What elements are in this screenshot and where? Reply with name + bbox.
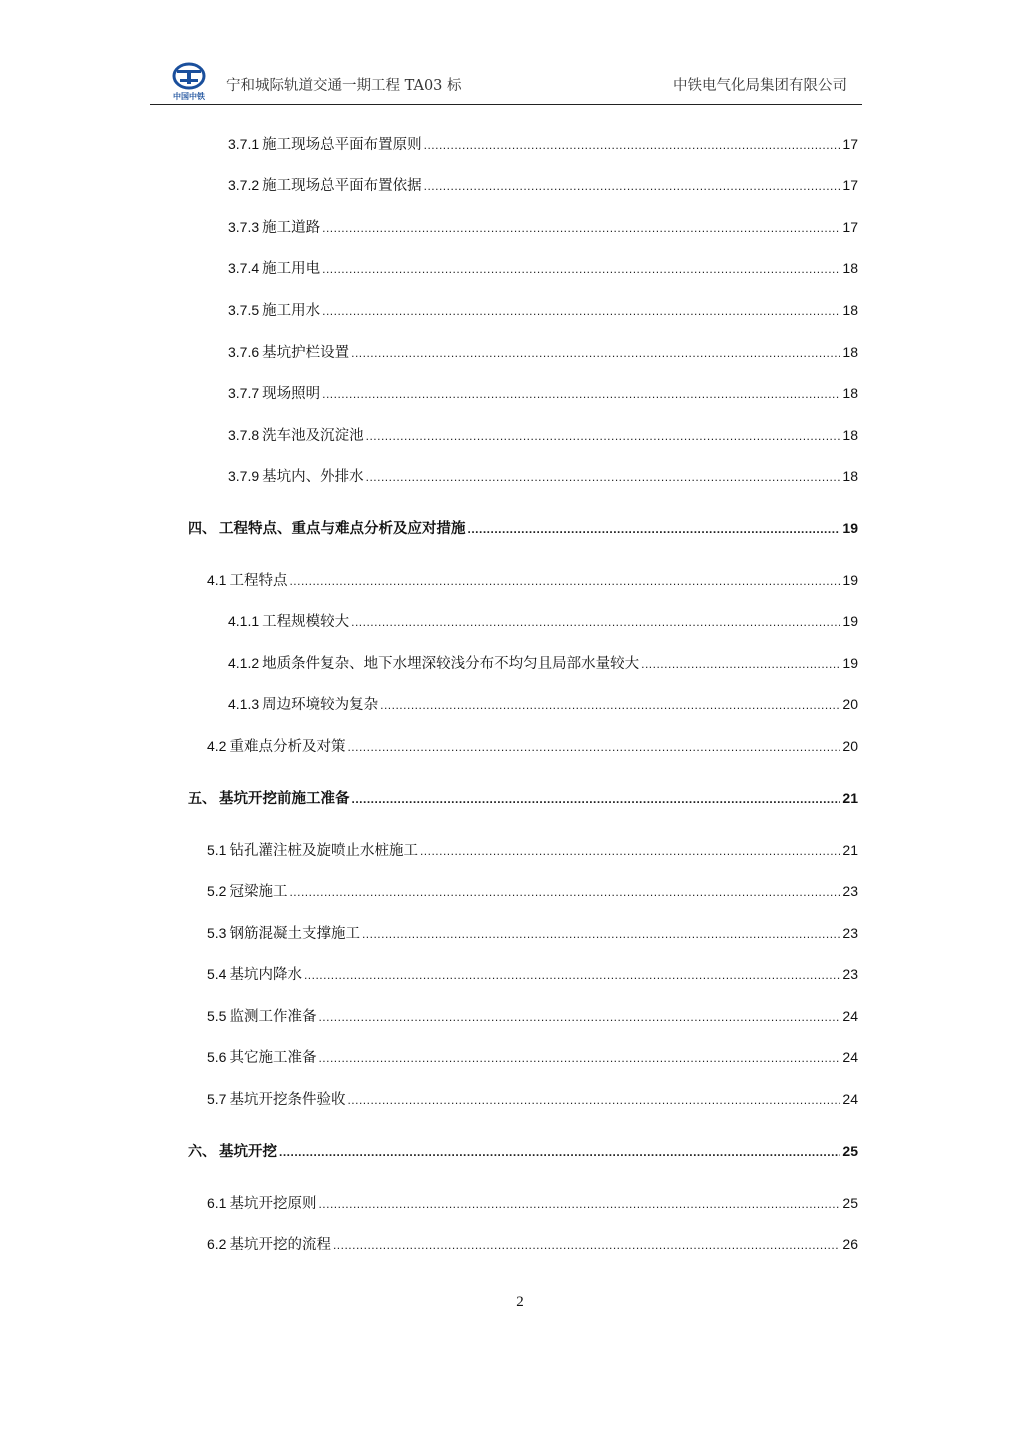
toc-entry-title: 施工道路 xyxy=(262,220,321,236)
toc-entry-number: 5.1 xyxy=(207,842,227,858)
toc-entry-number: 5.2 xyxy=(207,883,227,899)
toc-entry-page: 19 xyxy=(842,572,858,588)
toc-dot-leader xyxy=(352,792,841,806)
toc-entry-number: 3.7.3 xyxy=(228,219,260,235)
toc-entry-title: 施工用电 xyxy=(262,261,321,277)
toc-entry[interactable] xyxy=(188,517,858,539)
toc-dot-leader xyxy=(322,221,840,235)
toc-dot-leader xyxy=(322,262,840,276)
toc-entry-number: 4.2 xyxy=(207,738,227,754)
toc-entry-number: 四、 xyxy=(188,520,216,536)
toc-entry-number: 5.7 xyxy=(207,1091,227,1107)
toc-entry-page: 24 xyxy=(842,1049,858,1065)
toc-entry-title: 钢筋混凝土支撑施工 xyxy=(229,926,360,942)
toc-entry-page: 25 xyxy=(842,1143,858,1159)
toc-entry[interactable] xyxy=(228,693,858,715)
toc-entry[interactable] xyxy=(228,257,858,279)
toc-entry-number: 4.1.3 xyxy=(228,696,260,712)
toc-entry-page: 20 xyxy=(842,738,858,754)
header-company-name: 中铁电气化局集团有限公司 xyxy=(673,78,847,94)
toc-entry-number: 4.1.1 xyxy=(228,613,260,629)
toc-dot-leader xyxy=(318,1197,840,1211)
toc-entry[interactable] xyxy=(228,610,858,632)
toc-entry-title: 周边环境较为复杂 xyxy=(262,697,379,713)
toc-dot-leader xyxy=(347,1093,840,1107)
toc-entry-title: 工程特点、重点与难点分析及应对措施 xyxy=(219,521,466,537)
toc-entry-title: 工程规模较大 xyxy=(262,614,350,630)
toc-entry-number: 3.7.2 xyxy=(228,177,260,193)
toc-entry[interactable] xyxy=(207,922,858,944)
toc-entry-page: 21 xyxy=(842,790,858,806)
toc-entry-number: 3.7.9 xyxy=(228,468,260,484)
toc-dot-leader xyxy=(362,927,840,941)
toc-entry-title: 基坑开挖的流程 xyxy=(229,1237,331,1253)
toc-entry-page: 17 xyxy=(842,177,858,193)
toc-entry[interactable] xyxy=(207,880,858,902)
toc-entry-title: 基坑开挖原则 xyxy=(229,1196,317,1212)
toc-entry-title: 基坑内、外排水 xyxy=(262,469,364,485)
toc-entry-page: 21 xyxy=(842,842,858,858)
toc-dot-leader xyxy=(380,698,840,712)
toc-entry-page: 19 xyxy=(842,613,858,629)
toc-entry-number: 3.7.6 xyxy=(228,344,260,360)
toc-entry-page: 18 xyxy=(842,468,858,484)
toc-dot-leader xyxy=(289,885,840,899)
toc-entry-number: 5.3 xyxy=(207,925,227,941)
toc-entry[interactable] xyxy=(207,963,858,985)
logo-caption: 中国中铁 xyxy=(173,92,205,101)
page-number: 2 xyxy=(516,1294,524,1310)
toc-entry-number: 六、 xyxy=(188,1143,216,1159)
toc-dot-leader xyxy=(279,1145,840,1159)
toc-entry-title: 施工现场总平面布置依据 xyxy=(262,178,422,194)
toc-dot-leader xyxy=(351,346,840,360)
toc-entry-page: 24 xyxy=(842,1008,858,1024)
toc-entry[interactable] xyxy=(207,1088,858,1110)
header-project-title: 宁和城际轨道交通一期工程 TA03 标 xyxy=(226,78,462,94)
toc-entry-page: 18 xyxy=(842,385,858,401)
toc-entry-number: 4.1 xyxy=(207,572,227,588)
toc-entry-page: 18 xyxy=(842,260,858,276)
toc-entry[interactable] xyxy=(228,465,858,487)
toc-entry-number: 5.6 xyxy=(207,1049,227,1065)
toc-entry-title: 施工用水 xyxy=(262,303,321,319)
toc-entry[interactable] xyxy=(228,424,858,446)
toc-entry-title: 现场照明 xyxy=(262,386,321,402)
toc-entry-title: 基坑开挖条件验收 xyxy=(229,1092,346,1108)
toc-entry[interactable] xyxy=(228,216,858,238)
toc-dot-leader xyxy=(318,1051,840,1065)
toc-entry[interactable] xyxy=(228,652,858,674)
toc-dot-leader xyxy=(318,1010,840,1024)
toc-entry-number: 五、 xyxy=(188,790,216,806)
toc-entry-number: 3.7.1 xyxy=(228,136,260,152)
toc-entry-page: 25 xyxy=(842,1195,858,1211)
toc-dot-leader xyxy=(322,304,840,318)
toc-entry-title: 洗车池及沉淀池 xyxy=(262,428,364,444)
toc-entry-page: 17 xyxy=(842,219,858,235)
toc-entry-title: 冠梁施工 xyxy=(229,884,288,900)
toc-dot-leader xyxy=(424,138,841,152)
toc-entry[interactable] xyxy=(228,299,858,321)
toc-dot-leader xyxy=(347,740,840,754)
toc-entry[interactable] xyxy=(228,174,858,196)
toc-entry-page: 20 xyxy=(842,696,858,712)
toc-entry-title: 基坑护栏设置 xyxy=(262,345,350,361)
toc-entry[interactable] xyxy=(207,1192,858,1214)
toc-entry-page: 19 xyxy=(842,655,858,671)
toc-dot-leader xyxy=(322,387,840,401)
toc-entry-number: 3.7.4 xyxy=(228,260,260,276)
toc-entry[interactable] xyxy=(207,1046,858,1068)
toc-entry[interactable] xyxy=(207,839,858,861)
toc-entry[interactable] xyxy=(207,1005,858,1027)
toc-entry[interactable] xyxy=(228,341,858,363)
toc-entry-number: 3.7.5 xyxy=(228,302,260,318)
toc-entry[interactable] xyxy=(207,735,858,757)
toc-dot-leader xyxy=(366,429,841,443)
toc-entry-title: 重难点分析及对策 xyxy=(229,739,346,755)
toc-entry-page: 24 xyxy=(842,1091,858,1107)
toc-dot-leader xyxy=(420,844,840,858)
toc-entry-title: 监测工作准备 xyxy=(229,1009,317,1025)
toc-dot-leader xyxy=(641,657,840,671)
toc-entry-page: 18 xyxy=(842,344,858,360)
toc-entry[interactable] xyxy=(188,787,858,809)
toc-dot-leader xyxy=(366,470,841,484)
toc-entry-page: 26 xyxy=(842,1236,858,1252)
toc-entry-page: 18 xyxy=(842,427,858,443)
toc-entry-number: 3.7.8 xyxy=(228,427,260,443)
toc-entry-number: 5.4 xyxy=(207,966,227,982)
page-header xyxy=(150,58,862,105)
toc-entry-number: 3.7.7 xyxy=(228,385,260,401)
toc-dot-leader xyxy=(304,968,840,982)
toc-entry[interactable] xyxy=(207,569,858,591)
toc-dot-leader xyxy=(424,179,841,193)
toc-entry-page: 18 xyxy=(842,302,858,318)
toc-entry-page: 23 xyxy=(842,883,858,899)
toc-entry[interactable] xyxy=(228,133,858,155)
toc-entry-title: 其它施工准备 xyxy=(229,1050,317,1066)
toc-entry-title: 工程特点 xyxy=(229,573,288,589)
toc-entry[interactable] xyxy=(207,1233,858,1255)
toc-entry-title: 基坑内降水 xyxy=(229,967,302,983)
toc-entry-page: 17 xyxy=(842,136,858,152)
toc-entry-number: 5.5 xyxy=(207,1008,227,1024)
toc-entry-title: 基坑开挖 xyxy=(219,1144,277,1160)
toc-entry-number: 4.1.2 xyxy=(228,655,260,671)
toc-entry-title: 钻孔灌注桩及旋喷止水桩施工 xyxy=(229,843,418,859)
toc-entry-page: 19 xyxy=(842,520,858,536)
toc-entry[interactable] xyxy=(188,1140,858,1162)
toc-entry-page: 23 xyxy=(842,966,858,982)
toc-dot-leader xyxy=(351,615,840,629)
toc-entry-number: 6.1 xyxy=(207,1195,227,1211)
toc-dot-leader xyxy=(468,522,841,536)
toc-entry-title: 基坑开挖前施工准备 xyxy=(219,791,350,807)
toc-dot-leader xyxy=(289,574,840,588)
toc-dot-leader xyxy=(333,1238,840,1252)
toc-entry-title: 地质条件复杂、地下水埋深较浅分布不均匀且局部水量较大 xyxy=(262,656,640,672)
toc-entry-title: 施工现场总平面布置原则 xyxy=(262,137,422,153)
toc-entry[interactable] xyxy=(228,382,858,404)
toc-entry-number: 6.2 xyxy=(207,1236,227,1252)
crec-logo-icon xyxy=(164,62,214,102)
toc-entry-page: 23 xyxy=(842,925,858,941)
